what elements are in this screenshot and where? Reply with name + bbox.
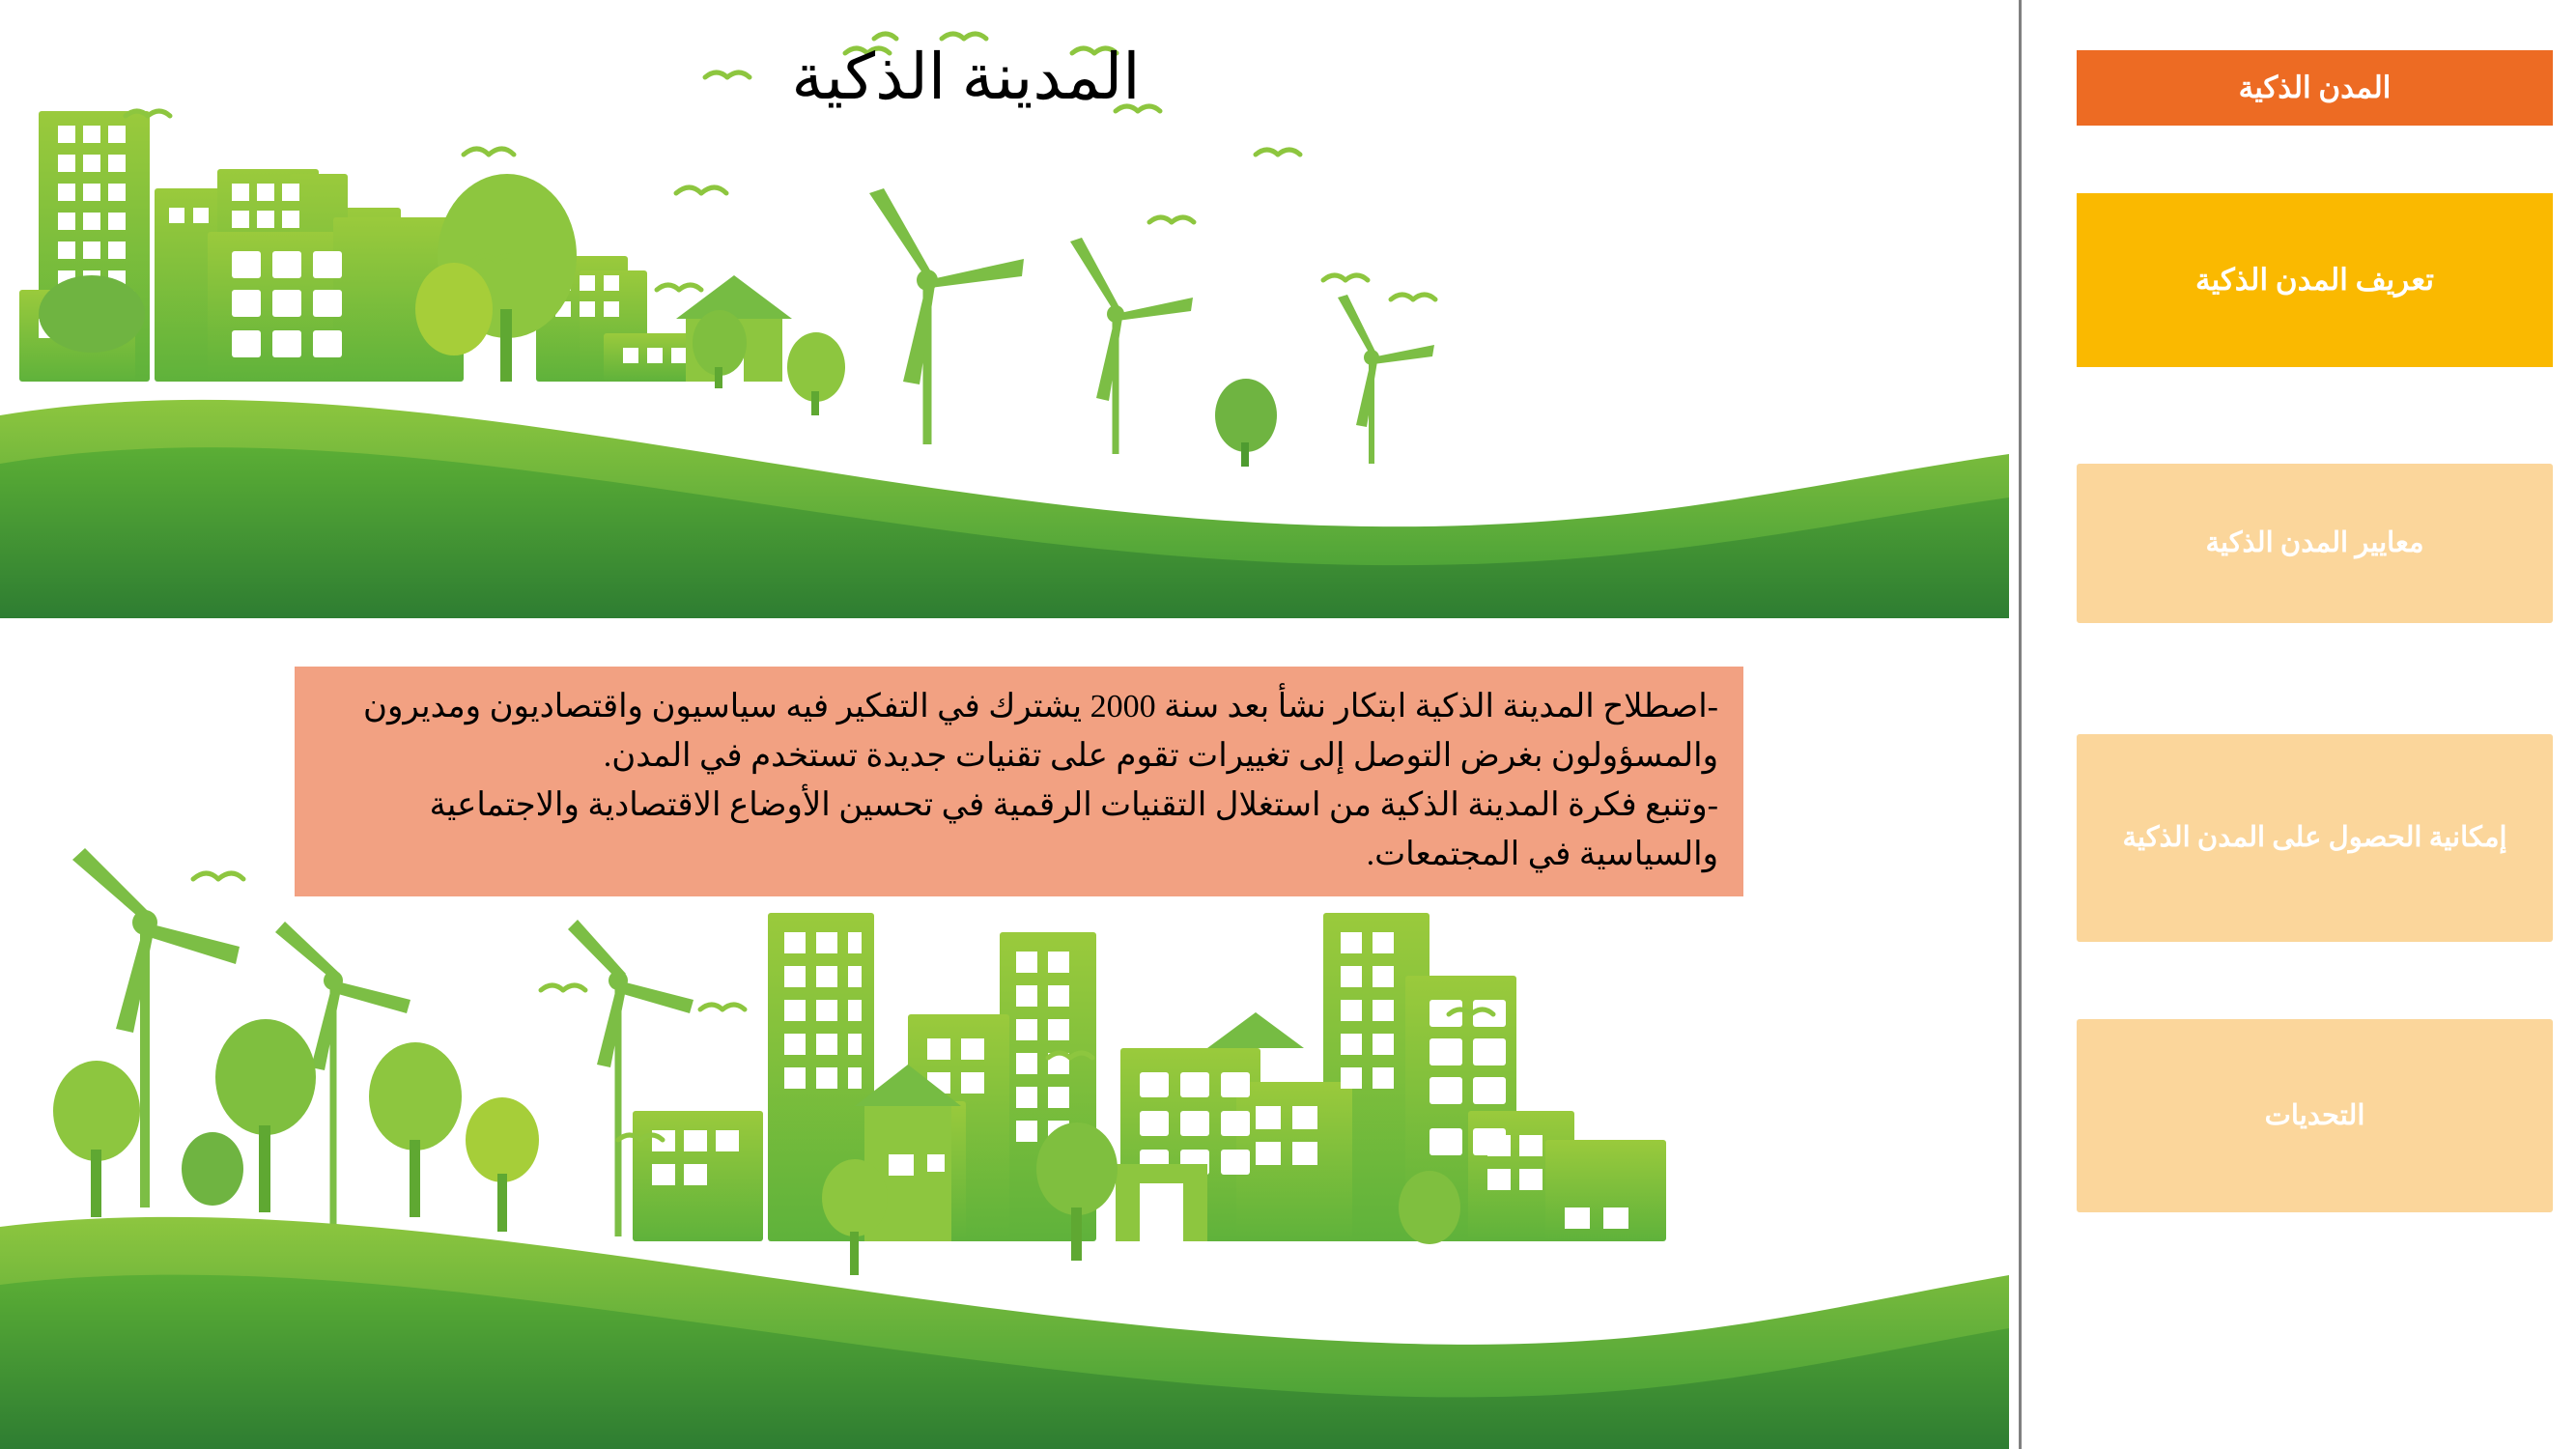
bottom-illustration — [0, 821, 2009, 1449]
body-paragraph-2: -وتنبع فكرة المدينة الذكية من استغلال التقنيات الرقمية في تحسين الأوضاع الاقتصادية والاجتماعية والسياسية في المجتمعات. — [429, 787, 1718, 872]
nav-item-definition[interactable] — [2077, 193, 2553, 367]
nav-item-challenges[interactable] — [2077, 1019, 2553, 1212]
page-title: المدينة الذكية — [791, 43, 1141, 113]
body-text-box — [295, 667, 1743, 896]
vertical-divider — [2019, 0, 2022, 1449]
nav-item-label: إمكانية الحصول على المدن الذكية — [2122, 822, 2507, 854]
nav-item-label: التحديات — [2264, 1099, 2365, 1131]
body-paragraph-1: -اصطلاح المدينة الذكية ابتكار نشأ بعد سنة 2000 يشترك في التفكير فيه سياسيون واقتصاديون ومديرون والمسؤولون بغرض التوصل إلى تغييرات تقوم على تقنيات جديدة تستخدم في المدن. — [363, 689, 1718, 774]
nav-item-label: تعريف المدن الذكية — [2195, 262, 2434, 297]
nav-item-criteria[interactable] — [2077, 464, 2553, 623]
nav-item-accessibility[interactable] — [2077, 734, 2553, 942]
section-nav — [2038, 0, 2576, 1449]
nav-item-smart-cities[interactable] — [2077, 50, 2553, 126]
nav-item-label: المدن الذكية — [2238, 70, 2392, 104]
nav-item-label: معايير المدن الذكية — [2205, 527, 2424, 559]
